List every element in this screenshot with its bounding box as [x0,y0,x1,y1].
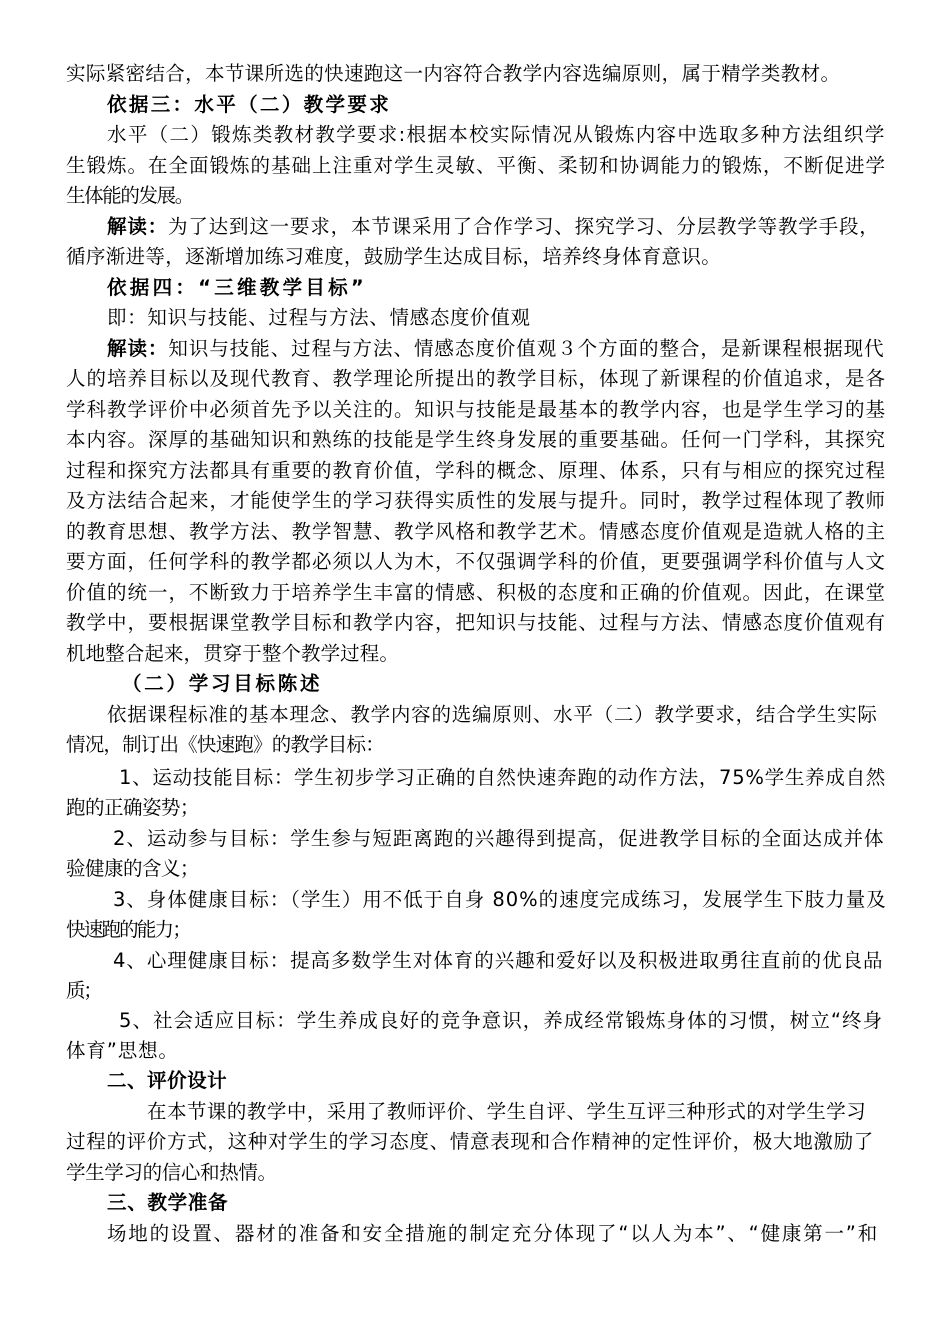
text-segment: 质； [66,979,101,1002]
text-segment: 要方面，任何学科的教学都必须以人为木，不仅强调学科的价值，更要强调学科价值与人文 [66,550,887,573]
text-segment: 快速跑的能力； [66,918,190,941]
text-line [66,857,199,881]
bold-text-segment: 解读： [107,337,169,360]
text-line [66,979,100,1003]
text-segment: 情况，制订出《快速跑》的教学目标： [66,733,384,756]
text-segment: 场地的设置、器材的准备和安全措施的制定充分体现了“以人为本”、“健康第一”和 [107,1222,880,1245]
text-line [66,459,886,483]
text-line [66,1161,277,1185]
text-segment: 水平（二）锻炼类教材教学要求:根据本校实际情况从锻炼内容中选取多种方法组织学 [107,123,886,146]
text-line [66,489,886,513]
text-segment: 过程的评价方式，这种对学生的学习态度、情意表现和合作精神的定性评价，极大地激励了 [66,1130,875,1153]
text-segment: 2、运动参与目标：学生参与短距离跑的兴趣得到提高，促进教学目标的全面达成并体 [113,827,885,850]
text-line [107,1191,228,1215]
text-line [107,123,886,147]
bold-text-segment: （二）学习目标陈述 [122,672,323,695]
text-line [66,62,840,86]
text-line [66,184,193,208]
text-line [66,918,190,942]
text-segment: 学生学习的信心和热情。 [66,1161,277,1184]
text-line [107,306,531,330]
text-line [66,550,886,574]
text-line [66,796,199,820]
text-line [107,337,885,361]
text-segment: 验健康的含义； [66,857,199,880]
text-line [113,949,884,973]
text-line [107,93,391,117]
bold-text-segment: 三、教学准备 [107,1191,229,1214]
text-segment: 依据课程标准的基本理念、教学内容的选编原则、水平（二）教学要求，结合学生实际 [107,703,878,726]
text-line [107,215,880,239]
text-segment: 生体能的发展。 [66,184,193,207]
text-segment: 教学中，要根据课堂教学目标和教学内容，把知识与技能、过程与方法、情感态度价值观有 [66,611,887,634]
bold-text-segment: 解读： [107,215,168,238]
text-line [66,367,886,391]
text-segment: 价值的统一，不断致力于培养学生丰富的情感、积极的态度和正确的价值观。因此，在课堂 [66,581,887,604]
text-line [66,398,886,422]
text-segment: 为了达到这一要求，本节课采用了合作学习、探究学习、分层教学等教学手段， [168,215,880,238]
bold-text-segment: 二、评价设计 [107,1069,228,1092]
text-line [122,672,322,696]
text-line [66,154,886,178]
text-line [107,1222,879,1246]
text-segment: 学科教学评价中必须首先予以关注的。知识与技能是最基本的教学内容，也是学生学习的基 [66,398,887,421]
text-line [147,1100,866,1124]
text-line [113,827,885,851]
text-line [66,611,886,635]
text-segment: 体育”思想。 [66,1039,179,1062]
text-segment: 3、身体健康目标：（学生）用不低于自身 80%的速度完成练习，发展学生下肢力量及 [113,888,887,911]
text-segment: 知识与技能、过程与方法、情感态度价值观３个方面的整合，是新课程根据现代 [168,337,885,360]
text-line [119,766,886,790]
text-segment: 机地整合起来，贯穿于整个教学过程。 [66,642,399,665]
text-line [113,888,887,912]
text-line [66,520,886,544]
text-line [66,1130,874,1154]
text-segment: 人的培养目标以及现代教育、教学理论所提出的教学目标，体现了新课程的价值追求，是各 [66,367,887,390]
text-line [107,703,878,727]
bold-text-segment: 依据三：水平（二）教学要求 [107,93,392,116]
text-line [119,1009,883,1033]
text-segment: 的教育思想、教学方法、教学智慧、教学风格和教学艺术。情感态度价值观是造就人格的主 [66,520,887,543]
text-line [107,1069,227,1093]
text-segment: 5、社会适应目标：学生养成良好的竞争意识，养成经常锻炼身体的习惯，树立“终身 [119,1009,884,1032]
text-segment: 即：知识与技能、过程与方法、情感态度价值观 [107,306,531,329]
text-segment: 在本节课的教学中，采用了教师评价、学生自评、学生互评三种形式的对学生学习 [147,1100,867,1123]
text-line [66,581,886,605]
text-line [66,733,384,757]
text-line [66,245,721,269]
text-line [107,276,367,300]
bold-text-segment: 依据四：“三维教学目标” [107,276,368,299]
text-segment: 实际紧密结合，本节课所选的快速跑这一内容符合教学内容选编原则，属于精学类教材。 [66,62,841,85]
text-segment: 生锻炼。在全面锻炼的基础上注重对学生灵敏、平衡、柔韧和协调能力的锻炼，不断促进学 [66,154,887,177]
text-segment: 循序渐进等，逐渐增加练习难度，鼓励学生达成目标，培养终身体育意识。 [66,245,722,268]
text-segment: 本内容。深厚的基础知识和熟练的技能是学生终身发展的重要基础。任何一门学科，其探究 [66,428,887,451]
text-segment: 过程和探究方法都具有重要的教育价值，学科的概念、原理、体系，只有与相应的探究过程 [66,459,887,482]
text-segment: 1、运动技能目标：学生初步学习正确的自然快速奔跑的动作方法，75%学生养成自然 [119,766,887,789]
text-segment: 及方法结合起来，才能使学生的学习获得实质性的发展与提升。同时，教学过程体现了教师 [66,489,887,512]
text-line [66,1039,179,1063]
text-segment: 跑的正确姿势； [66,796,199,819]
text-line [66,642,399,666]
text-segment: 4、心理健康目标：提高多数学生对体育的兴趣和爱好以及积极进取勇往直前的优良品 [113,949,884,972]
text-line [66,428,886,452]
